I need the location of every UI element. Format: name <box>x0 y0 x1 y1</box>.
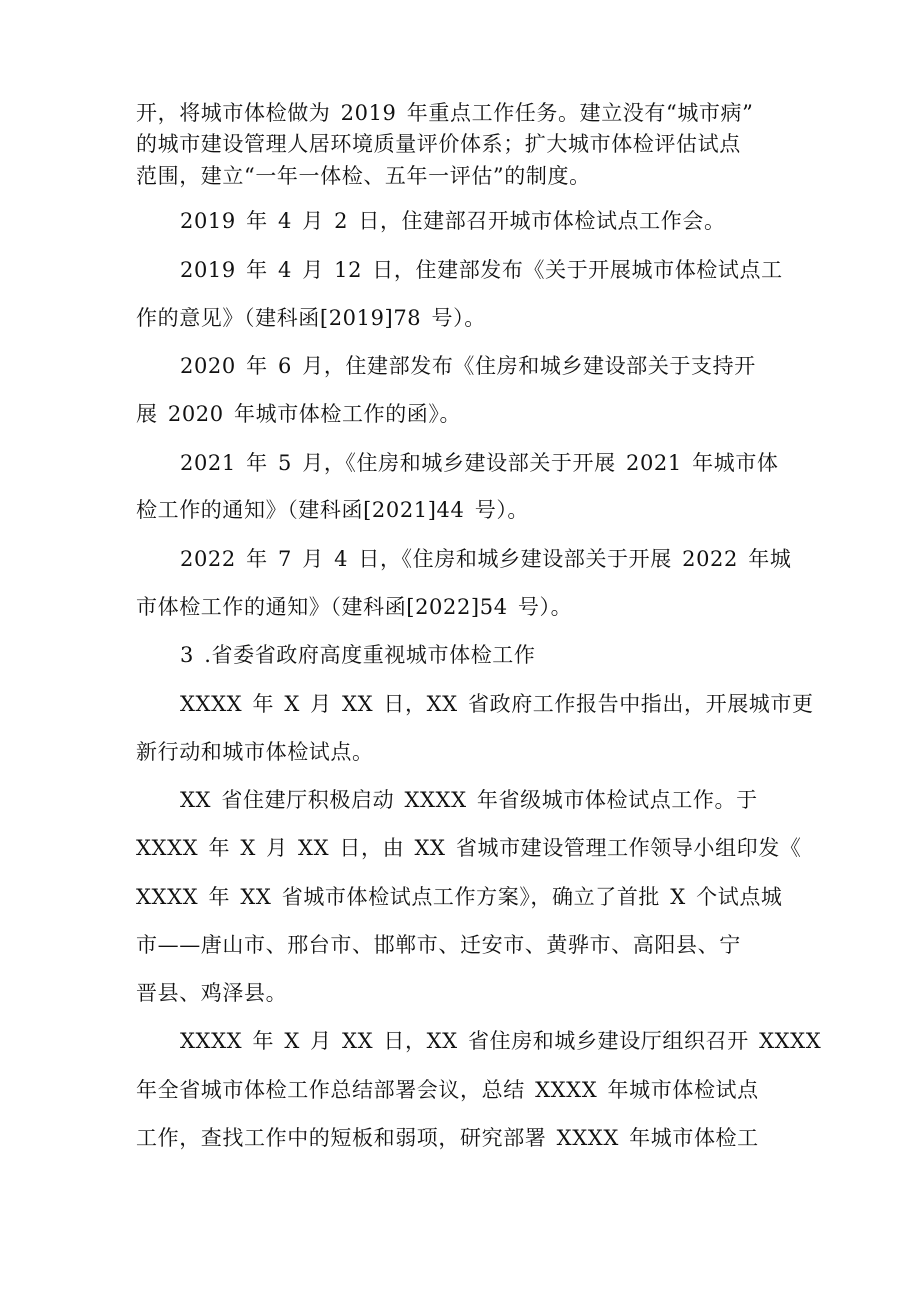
text-line: 作的意见》（建科函[2019]78 号）。 <box>136 306 486 330</box>
text-line: XXXX 年 X 月 XX 日，XX 省住房和城乡建设厅组织召开 XXXX <box>180 1029 822 1053</box>
text-line: 2021 年 5 月，《住房和城乡建设部关于开展 2021 年城市体 <box>180 451 779 475</box>
text-line: 年全省城市体检工作总结部署会议，总结 XXXX 年城市体检试点 <box>136 1078 759 1102</box>
text-line: 2019 年 4 月 2 日，住建部召开城市体检试点工作会。 <box>180 209 726 233</box>
text-line: 展 2020 年城市体检工作的函》。 <box>136 402 462 426</box>
text-line: 工作，查找工作中的短板和弱项，研究部署 XXXX 年城市体检工 <box>136 1126 759 1150</box>
text-line: 2019 年 4 月 12 日，住建部发布《关于开展城市体检试点工 <box>180 258 783 282</box>
section-heading: 3 .省委省政府高度重视城市体检工作 <box>180 643 536 667</box>
text-line: 开，将城市体检做为 2019 年重点工作任务。建立没有“城市病” <box>136 101 754 125</box>
text-line: 新行动和城市体检试点。 <box>136 740 374 764</box>
text-line: 市体检工作的通知》（建科函[2022]54 号）。 <box>136 595 573 619</box>
text-line: 检工作的通知》（建科函[2021]44 号）。 <box>136 498 530 522</box>
text-line: 市——唐山市、邢台市、邯郸市、迁安市、黄骅市、高阳县、宁 <box>136 933 741 957</box>
text-line: 的城市建设管理人居环境质量评价体系；扩大城市体检评估试点 <box>136 132 741 156</box>
text-line: XXXX 年 XX 省城市体检试点工作方案》，确立了首批 X 个试点城 <box>136 885 783 909</box>
text-line: 范围，建立“一年一体检、五年一评估”的制度。 <box>136 164 591 188</box>
text-line: XXXX 年 X 月 XX 日，由 XX 省城市建设管理工作领导小组印发《 <box>136 836 802 860</box>
text-line: XX 省住建厅积极启动 XXXX 年省级城市体检试点工作。于 <box>180 788 758 812</box>
text-line: 2020 年 6 月，住建部发布《住房和城乡建设部关于支持开 <box>180 354 756 378</box>
text-line: 2022 年 7 月 4 日，《住房和城乡建设部关于开展 2022 年城 <box>180 547 792 571</box>
text-line: XXXX 年 X 月 XX 日，XX 省政府工作报告中指出，开展城市更 <box>180 692 814 716</box>
text-line: 晋县、鸡泽县。 <box>136 981 288 1005</box>
